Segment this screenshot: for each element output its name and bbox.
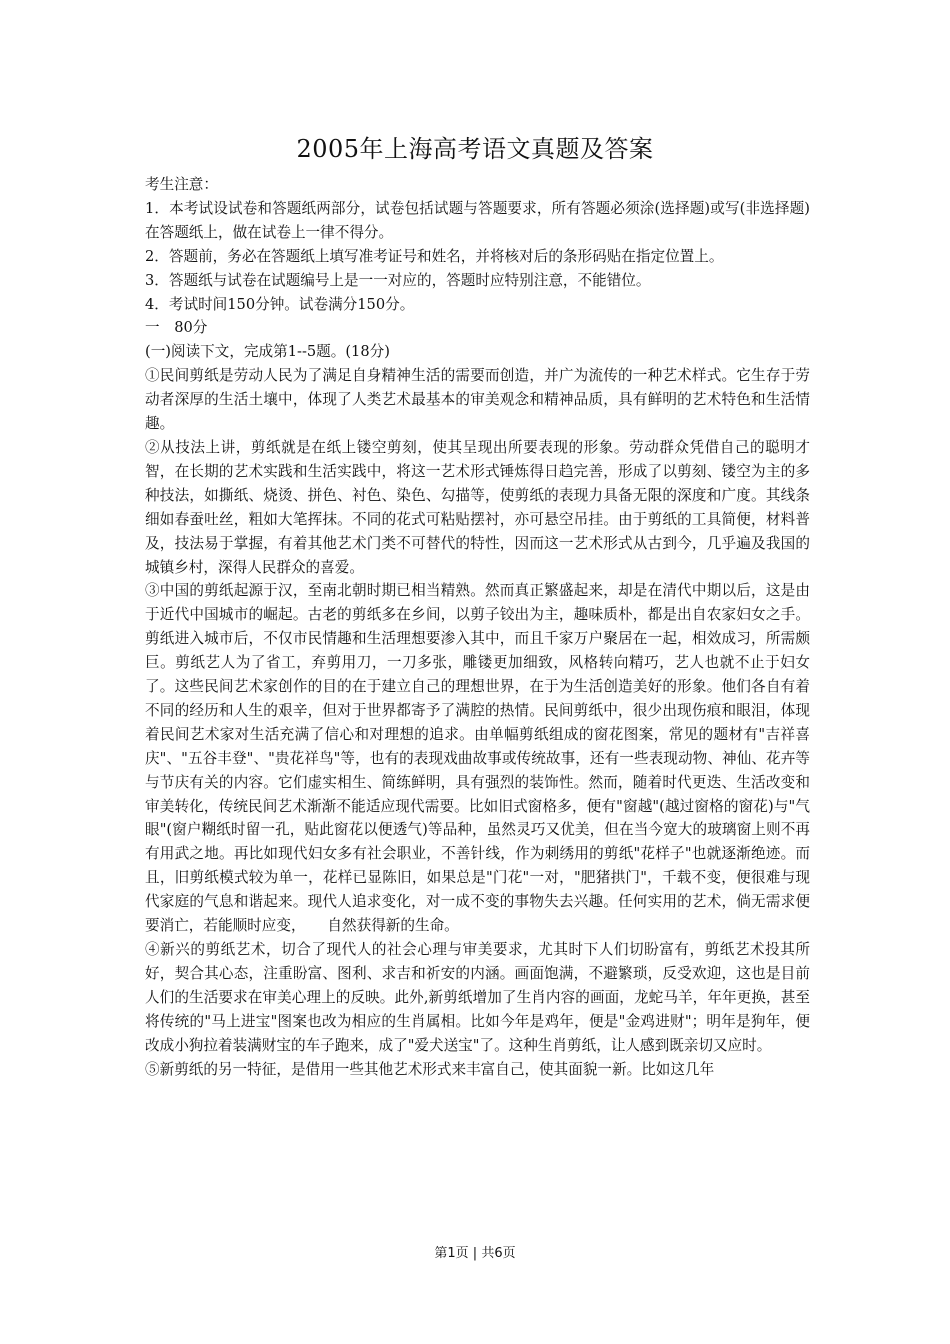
notice-heading: 考生注意： bbox=[145, 176, 218, 193]
part-heading: (一)阅读下文，完成第1--5题。(18分) bbox=[145, 343, 390, 361]
paragraph-3: ③中国的剪纸起源于汉，至南北朝时期已相当精熟。然而真正繁盛起来，却是在清代中期以后，这是由于近代中国城市的崛起。古老的剪纸多在乡间，以剪子铰出为主，趣味质朴，都是出自农家妇女之手。剪纸进入城市后，不仅市民情趣和生活理想要渗入其中，而且千家万户聚居在一起，相效成习，所需颇巨。剪纸艺人为了省工，弃剪用刀，一刀多张，雕镂更加细致，风格转向精巧，艺人也就不止于妇女了。这些民间艺术家创作的目的在于建立自己的理想世界，在于为生活创造美好的形象。他们各自有着不同的经历和人生的艰辛，但对于世界都寄予了满腔的热情。民间剪纸中，很少出现伤痕和眼泪，体现着民间艺术家对生活充满了信心和对理想的追求。由单幅剪纸组成的窗花图案，常见的题材有"吉祥喜庆"、"五谷丰登"、"贵花祥鸟"等，也有的表现戏曲故事或传统故事，还有一些表现动物、神仙、花卉等与节庆有关的内容。它们虚实相生、简练鲜明，具有强烈的装饰性。然而，随着时代更迭、生活改变和审美转化，传统民间艺术渐渐不能适应现代需要。比如旧式窗格多，便有"窗越"(越过窗格的窗花)与"气眼"(窗户糊纸时留一孔，贴此窗花以便透气)等品种，虽然灵巧又优美，但在当今宽大的玻璃窗上则不再有用武之地。再比如现代妇女多有社会职业，不善针线，作为刺绣用的剪纸"花样子"也就逐渐绝迹。而且，旧剪纸模式较为单一，花样已显陈旧，如果总是"门花"一对，"肥猪拱门"，千载不变，便很难与现代家庭的气息和谐起来。现代人追求变化，对一成不变的事物失去兴趣。任何实用的艺术，倘无需求便要消亡，若能顺时应变， 自然获得新的生命。 bbox=[145, 582, 810, 935]
document-title: 2005年上海高考语文真题及答案 bbox=[296, 135, 654, 163]
paragraph-4: ④新兴的剪纸艺术，切合了现代人的社会心理与审美要求，尤其时下人们切盼富有，剪纸艺术投其所好，契合其心态，注重盼富、图利、求吉和祈安的内涵。画面饱满，不避繁琐，反受欢迎，这也是目前人们的生活要求在审美心理上的反映。此外,新剪纸增加了生肖内容的画面，龙蛇马羊，年年更换，甚至将传统的"马上进宝"图案也改为相应的生肖属相。比如今年是鸡年，便是"金鸡进财"；明年是狗年，便改成小狗拉着装满财宝的车子跑来，成了"爱犬送宝"了。这种生肖剪纸，让人感到既亲切又应时。 bbox=[145, 941, 810, 1054]
section-heading: 一 80分 bbox=[145, 319, 208, 337]
notice-item-2: 2．答题前，务必在答题纸上填写准考证号和姓名，并将核对后的条形码贴在指定位置上。 bbox=[145, 247, 724, 265]
paragraph-2: ②从技法上讲，剪纸就是在纸上镂空剪刻，使其呈现出所要表现的形象。劳动群众凭借自己的聪明才智，在长期的艺术实践和生活实践中，将这一艺术形式锤炼得日趋完善，形成了以剪刻、镂空为主的多种技法，如撕纸、烧烫、拼色、衬色、染色、勾描等，使剪纸的表现力具备无限的深度和广度。其线条细如春蚕吐丝，粗如大笔挥抹。不同的花式可粘贴摆衬，亦可悬空吊挂。由于剪纸的工具简便，材料普及，技法易于掌握，有着其他艺术门类不可替代的特性，因而这一艺术形式从古到今，几乎遍及我国的城镇乡村，深得人民群众的喜爱。 bbox=[145, 438, 810, 576]
notice-item-3: 3．答题纸与试卷在试题编号上是一一对应的，答题时应特别注意，不能错位。 bbox=[145, 271, 651, 289]
page-footer: 第1页 | 共6页 bbox=[434, 1246, 516, 1261]
notice-item-4: 4．考试时间150分钟。试卷满分150分。 bbox=[145, 295, 415, 313]
paragraph-1: ①民间剪纸是劳动人民为了满足自身精神生活的需要而创造，并广为流传的一种艺术样式。它生存于劳动者深厚的生活土壤中，体现了人类艺术最基本的审美观念和精神品质，具有鲜明的艺术特色和生活情趣。 bbox=[145, 367, 810, 433]
document-body bbox=[145, 173, 810, 1081]
paragraph-5: ⑤新剪纸的另一特征，是借用一些其他艺术形式来丰富自己，使其面貌一新。比如这几年 bbox=[145, 1060, 715, 1078]
notice-item-1: 1．本考试设试卷和答题纸两部分，试卷包括试题与答题要求，所有答题必须涂(选择题)或写(非选择题)在答题纸上，做在试卷上一律不得分。 bbox=[145, 199, 810, 241]
